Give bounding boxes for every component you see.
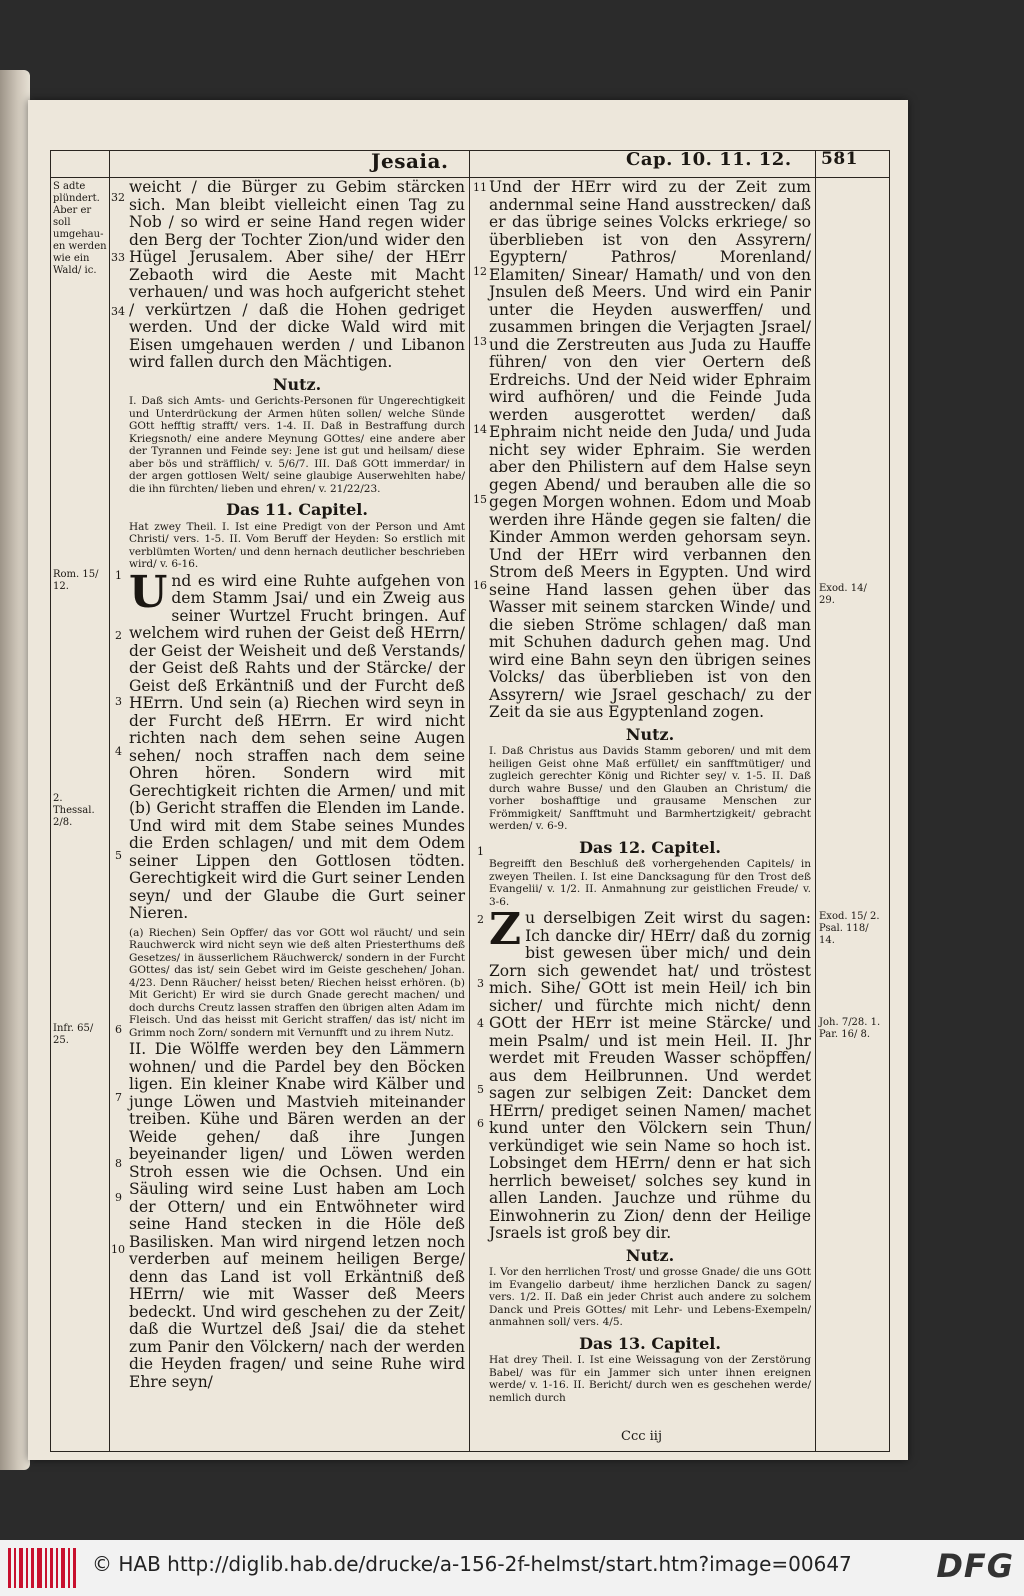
verse-number: 12 [473,265,487,278]
verse-number: 15 [473,493,487,506]
nutz-heading: Nutz. [625,1245,675,1265]
chapter-reference: Cap. 10. 11. 12. [626,149,792,170]
chapter-summary: Begreifft den Beschluß deß vorhergehenden Capitels/ in zweyen Theilen. I. Ist eine Dancksagung für den Trost deß Evangelii/ v. 1/2. II. Anmahnung zur geistlichen Freude/ v. 3-6. [489,858,811,908]
left-text-column [129,179,465,1393]
footnotes: (a) Riechen) Sein Opffer/ das vor GOtt wol räucht/ und sein Rauchwerck wird nicht seyn wie deß alten Priesterthums deß Gesetzes/ in äusserlichem Räuchwerck/ sondern in der Furcht GOttes/ das ist/ sein Gebet wird im Geiste geschehen/ Johan. 4/23. Denn Räucher/ heisst beten/ Riechen heisst erhören. (b) Mit Gericht) Er wird sie durch Gnade gerecht machen/ und doch durchs Creutz lassen straffen den übrigen alten Adam im Fleisch. Und das heisst mit Gericht straffen/ das ist/ nicht im Grimm noch Zorn/ sondern mit Vernunfft und zu ihrem Nutz. [129,926,465,1039]
right-margin-rule [815,151,816,1451]
page-number: 581 [821,149,858,169]
viewer-footer [0,1540,1024,1596]
signature-catchword: Ccc iij [621,1429,662,1444]
margin-note: Infr. 65/ 25. [53,1023,94,1046]
drop-cap: Z [489,904,522,955]
book-page [28,100,908,1460]
verse-number: 2 [115,629,122,642]
right-text-column [489,179,811,1406]
verse-number: 10 [111,1243,125,1256]
verse-number: 4 [477,1017,484,1030]
verse-number: 7 [115,1091,122,1104]
margin-note: Exod. 15/ 2. Psal. 118/ 14. [819,911,880,946]
verse-text: II. Die Wölffe werden bey den Lämmern wohnen/ und die Pardel bey den Böcken ligen. Ein kleiner Knabe wird Kälber und junge Löwen und Mastvieh miteinander treiben. Kühe und Bären werden an der Weide gehen/ daß ihre Jungen beyeinander ligen/ und Löwen werden Stroh essen wie die Ochsen. Und ein Säuling wird seine Lust haben am Loch der Ottern/ und ein Entwöhneter wird seine Hand stecken in die Höle deß Basilisken. Man wird nirgend letzen noch verderben auf meinem heiligen Berge/ denn das Land ist voll Erkäntniß deß HErrn/ wie mit Wasser deß Meers bedeckt. Und wird geschehen zu der Zeit/ daß die Wurtzel deß Jsai/ die da stehet zum Panir den Völckern/ nach der werden die Heyden fragen/ und seine Ruhe wird Ehre seyn/ [129,1040,465,1391]
nutz-heading: Nutz. [625,724,675,744]
verse-number: 3 [115,695,122,708]
verse-number: 5 [477,1083,484,1096]
verse-number: 1 [115,569,122,582]
chapter-summary: Hat drey Theil. I. Ist eine Weissagung von der Zerstörung Babel/ was für ein Jammer sich unter ihnen ereignen werde/ v. 1-16. II. Bericht/ durch wen es geschehen werde/ nemlich durch [489,1354,811,1404]
chapter-summary: Hat zwey Theil. I. Ist eine Predigt von der Person und Amt Christi/ vers. 1-5. II. Vom Beruff der Heyden: So erstlich mit verblümten Worten/ und denn hernach deutlicher beschrieben wird/ v. 6-16. [129,520,465,570]
nutz-text: I. Daß sich Amts- und Gerichts-Personen für Ungerechtigkeit und Unterdrückung der Armen hüten sollen/ welche Sünde GOtt hefftig strafft/ vers. 1-4. II. Daß in Bestraffung durch Kriegsnoth/ eine andere Meynung GOttes/ eine andere aber der Tyrannen und Feinde sey: Jene ist gut und heilsam/ diese aber bös und sträfflich/ v. 5/6/7. III. Daß GOtt immerdar/ in der argen gottlosen Welt/ seine glaubige Auserwehlten habe/ die ihn fürchten/ lieben und ehren/ v. 21/22/23. [129,395,465,495]
book-left-edge [0,70,30,1470]
verse-number: 4 [115,745,122,758]
chapter-13-heading: Das 13. Capitel. [579,1333,721,1353]
verse-number: 16 [473,579,487,592]
barcode-icon [8,1548,80,1588]
column-divider [469,151,470,1451]
verse-text: weicht / die Bürger zu Gebim stärcken sich. Man bleibt vielleicht einen Tag zu Nob / so wird er seine Hand regen wider den Berg der Tochter Zion/und wider den Hügel Jerusalem. Aber sihe/ der HErr Zebaoth wird die Aeste mit Macht verhauen/ und was hoch aufgericht stehet / verkürtzen / daß die Hohen gedriget werden. Und der dicke Wald wird mit Eisen umgehauen werden / und Libanon wird fallen durch den Mächtigen. [129,178,465,371]
verse-number: 8 [115,1157,122,1170]
verse-number: 32 [111,191,125,204]
verse-number: 34 [111,305,125,318]
verse-text: Und der HErr wird zu der Zeit zum andernmal seine Hand ausstrecken/ daß er das übrige seines Volcks erkriege/ so überblieben ist von den Assyrern/ Egyptern/ Pathros/ Morenland/ Elamiten/ Sinear/ Hamath/ und von den Jnsulen deß Meers. Und wird ein Panir unter die Heyden auswerffen/ und zusammen bringen die Verjagten Jsrael/ und die Zerstreuten aus Juda zu Hauffe führen/ von den vier Oertern deß Erdreichs. Und der Neid wider Ephraim wird aufhören/ und die Feinde Juda werden ausgerottet werden/ daß Ephraim nicht neide den Juda/ und Juda nicht sey wider Ephraim. Sie werden aber den Philistern auf dem Halse seyn gegen Abend/ und berauben alle die so gegen Morgen wohnen. Edom und Moab werden ihre Hände gegen sie falten/ die Kinder Ammon werden gehorsam seyn. Und der HErr wird verbannen den Strom deß Meers in Egypten. Und wird seine Hand lassen gehen über das Wasser mit seinem starcken Winde/ und die sieben Ströme schlagen/ daß man mit Schuhen dadurch gehen mag. Und wird eine Bahn seyn den übrigen seines Volcks/ das überblieben ist von den Assyrern/ wie Jsrael geschach/ zu der Zeit da sie aus Egyptenland zogen. [489,178,811,721]
verse-number: 11 [473,181,487,194]
verse-number: 14 [473,423,487,436]
verse-number: 33 [111,251,125,264]
chapter-12-heading: Das 12. Capitel. [579,837,721,857]
margin-note: Rom. 15/ 12. [53,569,99,592]
nutz-text: I. Vor den herrlichen Trost/ und grosse Gnade/ die uns GOtt im Evangelio darbeut/ ihme herzlichen Danck zu sagen/ vers. 1/2. II. Daß ein jeder Christ auch andere zu solchem Danck und Preis GOttes/ mit Lehr- und Lebens-Exempeln/ anmahnen soll/ vers. 4/5. [489,1266,811,1328]
margin-note: Joh. 7/28. 1. Par. 16/ 8. [819,1017,881,1040]
chapter-11-text: Und es wird eine Ruhte aufgehen von dem Stamm Jsai/ und ein Zweig aus seiner Wurtzel Frucht bringen. Auf welchem wird ruhen der Geist deß HErrn/ der Geist der Weisheit und deß Verstands/ der Geist deß Rahts und der Stärcke/ der Geist deß Erkäntniß und der Furcht deß HErrn. Und sein (a) Riechen wird seyn in der Furcht deß HErrn. Er wird nicht richten nach dem sehen seine Augen sehen/ noch straffen nach dem seine Ohren hören. Sondern wird mit Gerechtigkeit richten die Armen/ und mit (b) Gericht straffen die Elenden im Lande. Und wird mit dem Stabe seines Mundes die Erden schlagen/ und mit dem Odem seiner Lippen den Gottlosen tödten. Gerechtigkeit wird die Gurt seiner Lenden seyn/ und der Glaube die Gurt seiner Nieren. [129,566,465,922]
left-margin-rule [109,151,110,1451]
drop-cap: U [129,566,168,618]
chapter-12-text: Zu derselbigen Zeit wirst du sagen: Ich dancke dir/ HErr/ daß du zornig bist gewesen über mich/ und dein Zorn sich gewendet hat/ und tröstest mich. Sihe/ GOtt ist mein Heil/ ich bin sicher/ und fürchte mich nicht/ denn GOtt der HErr ist meine Stärcke/ und mein Psalm/ und ist mein Heil. II. Jhr werdet mit Freuden Wasser schöpffen/ aus dem Heilbrunnen. Und werdet sagen zur selbigen Zeit: Dancket dem HErrn/ prediget seinen Namen/ machet kund unter den Völckern sein Thun/ verkündiget wie sein Name so hoch ist. Lobsinget dem HErrn/ denn er hat sich herrlich beweiset/ solches sey kund in allen Landen. Jauchze und rühme du Einwohnerin zu Zion/ denn der Heilige Jsraels ist groß bey dir. [489,904,811,1242]
margin-note: Exod. 14/ 29. [819,583,867,606]
verse-number: 6 [115,1023,122,1036]
dfg-logo: DFG [936,1547,1014,1585]
running-title: Jesaia. [371,149,449,173]
verse-number: 13 [473,335,487,348]
margin-note: 2. Thessal. 2/8. [53,793,95,828]
verse-number: 2 [477,913,484,926]
nutz-heading: Nutz. [272,374,322,394]
verse-number: 5 [115,849,122,862]
source-url-link[interactable]: © HAB http://diglib.hab.de/drucke/a-156-2f-helmst/start.htm?image=00647 [92,1552,852,1576]
verse-number: 9 [115,1191,122,1204]
margin-note: S adte plündert. Aber er soll umgehau-en werden wie ein Wald/ ic. [53,181,107,276]
verse-number: 3 [477,977,484,990]
verse-number: 1 [477,845,484,858]
page-frame [50,150,890,1452]
nutz-text: I. Daß Christus aus Davids Stamm geboren/ und mit dem heiligen Geist ohne Maß erfüllet/ ein sanfftmütiger/ und zugleich gerechter König und Richter sey/ v. 1-5. II. Daß durch wahre Busse/ und den Glauben an Christum/ die vorher boshafftige und grausame Menschen zur Frömmigkeit/ Sanfftmuht und Barmhertzigkeit/ gebracht werden/ v. 6-9. [489,745,811,832]
verse-number: 6 [477,1117,484,1130]
chapter-11-heading: Das 11. Capitel. [226,500,368,519]
